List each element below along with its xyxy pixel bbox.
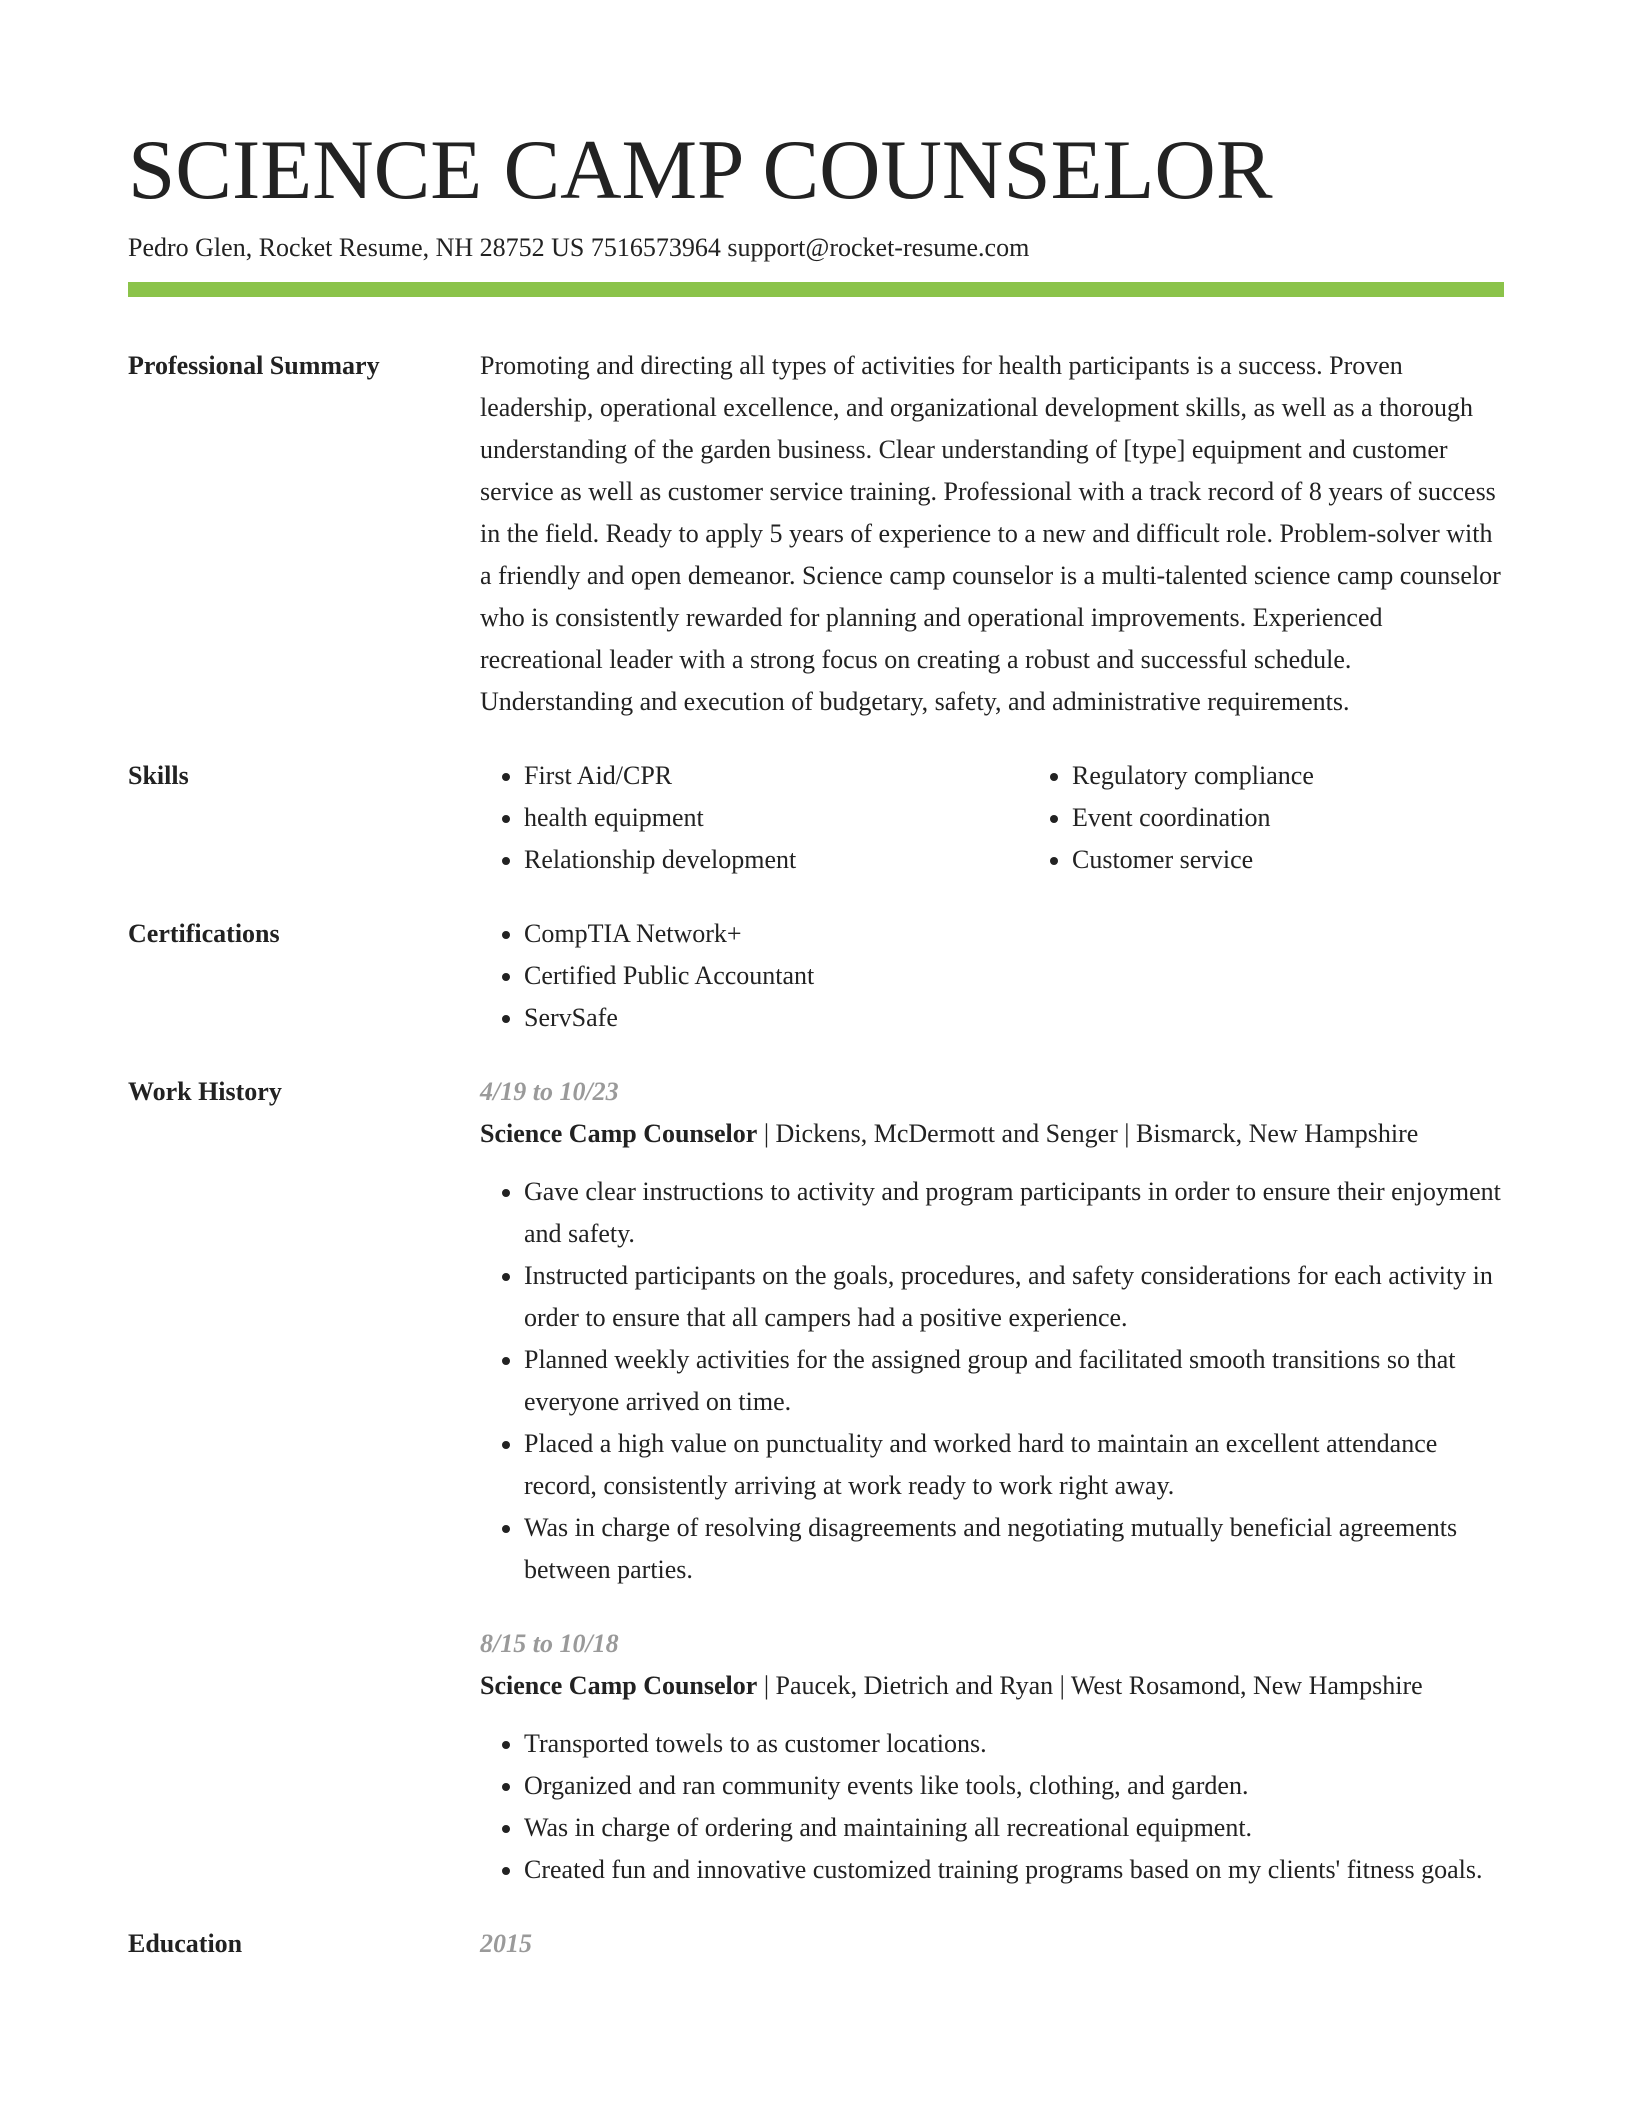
job-role: Science Camp Counselor <box>480 1119 758 1148</box>
education-date: 2015 <box>480 1929 532 1958</box>
job-title-line <box>480 1113 1504 1155</box>
accent-divider <box>128 282 1504 297</box>
certifications-label: Certifications <box>128 919 280 948</box>
job-title-line <box>480 1665 1504 1707</box>
contact-line: Pedro Glen, Rocket Resume, NH 28752 US 7516573964 support@rocket-resume.com <box>128 233 1030 262</box>
skills-label: Skills <box>128 761 189 790</box>
skill-item: • health equipment <box>524 797 1028 839</box>
summary-label: Professional Summary <box>128 351 380 380</box>
skill-item: • Customer service <box>1072 839 1576 881</box>
job-bullet: • Planned weekly activities for the assigned group and facilitated smooth transitions so that everyone arrived on time. <box>524 1339 1504 1423</box>
skill-item: • Regulatory compliance <box>1072 755 1576 797</box>
work-history-section <box>128 1071 1504 1891</box>
skills-section <box>128 755 1504 881</box>
job-bullet: • Transported towels to as customer locations. <box>524 1723 1504 1765</box>
certification-item: • Certified Public Accountant <box>524 955 1504 997</box>
job-details: | Dickens, McDermott and Senger | Bismarck, New Hampshire <box>757 1119 1419 1148</box>
certification-item: • ServSafe <box>524 997 1504 1039</box>
job-bullets <box>480 1723 1504 1891</box>
job-details: | Paucek, Dietrich and Ryan | West Rosamond, New Hampshire <box>757 1671 1423 1700</box>
skill-item: • Event coordination <box>1072 797 1576 839</box>
skill-item: • First Aid/CPR <box>524 755 1028 797</box>
job-bullet: • Placed a high value on punctuality and worked hard to maintain an excellent attendance record, consistently arriving at work ready to work right away. <box>524 1423 1504 1507</box>
education-label: Education <box>128 1929 243 1958</box>
work-history-body <box>480 1071 1504 1891</box>
skills-grid <box>480 755 1576 881</box>
job-bullets <box>480 1171 1504 1591</box>
skills-column-2 <box>1028 755 1576 881</box>
job-dates: 4/19 to 10/23 <box>480 1077 619 1106</box>
job-bullet: • Created fun and innovative customized training programs based on my clients' fitness goals. <box>524 1849 1504 1891</box>
resume-title: SCIENCE CAMP COUNSELOR <box>128 123 1273 217</box>
work-history-label: Work History <box>128 1077 282 1106</box>
job-entry <box>480 1623 1504 1891</box>
resume-page <box>128 122 1504 1965</box>
job-bullet: • Was in charge of ordering and maintaining all recreational equipment. <box>524 1807 1504 1849</box>
job-bullet: • Was in charge of resolving disagreements and negotiating mutually beneficial agreements between parties. <box>524 1507 1504 1591</box>
certifications-body <box>480 913 1504 1039</box>
summary-section <box>128 345 1504 723</box>
job-bullet: • Organized and ran community events like tools, clothing, and garden. <box>524 1765 1504 1807</box>
education-section <box>128 1923 1504 1965</box>
summary-text: Promoting and directing all types of activities for health participants is a success. Proven leadership, operational excellence, and organizational development skills, as well as a thorough understanding of the garden business. Clear understanding of [type] equipment and customer service as well as customer service training. Professional with a track record of 8 years of success in the field. Ready to apply 5 years of experience to a new and difficult role. Problem-solver with a friendly and open demeanor. Science camp counselor is a multi-talented science camp counselor who is consistently rewarded for planning and operational improvements. Experienced recreational leader with a strong focus on creating a robust and successful schedule. Understanding and execution of budgetary, safety, and administrative requirements. <box>480 351 1501 716</box>
certifications-list <box>480 913 1504 1039</box>
certifications-section <box>128 913 1504 1039</box>
job-bullet: • Instructed participants on the goals, procedures, and safety considerations for each activity in order to ensure that all campers had a positive experience. <box>524 1255 1504 1339</box>
certification-item: • CompTIA Network+ <box>524 913 1504 955</box>
job-bullet: • Gave clear instructions to activity and program participants in order to ensure their enjoyment and safety. <box>524 1171 1504 1255</box>
job-entry <box>480 1071 1504 1591</box>
skill-item: • Relationship development <box>524 839 1028 881</box>
job-role: Science Camp Counselor <box>480 1671 758 1700</box>
education-body <box>480 1923 1504 1965</box>
job-dates: 8/15 to 10/18 <box>480 1629 619 1658</box>
skills-column-1 <box>480 755 1028 881</box>
